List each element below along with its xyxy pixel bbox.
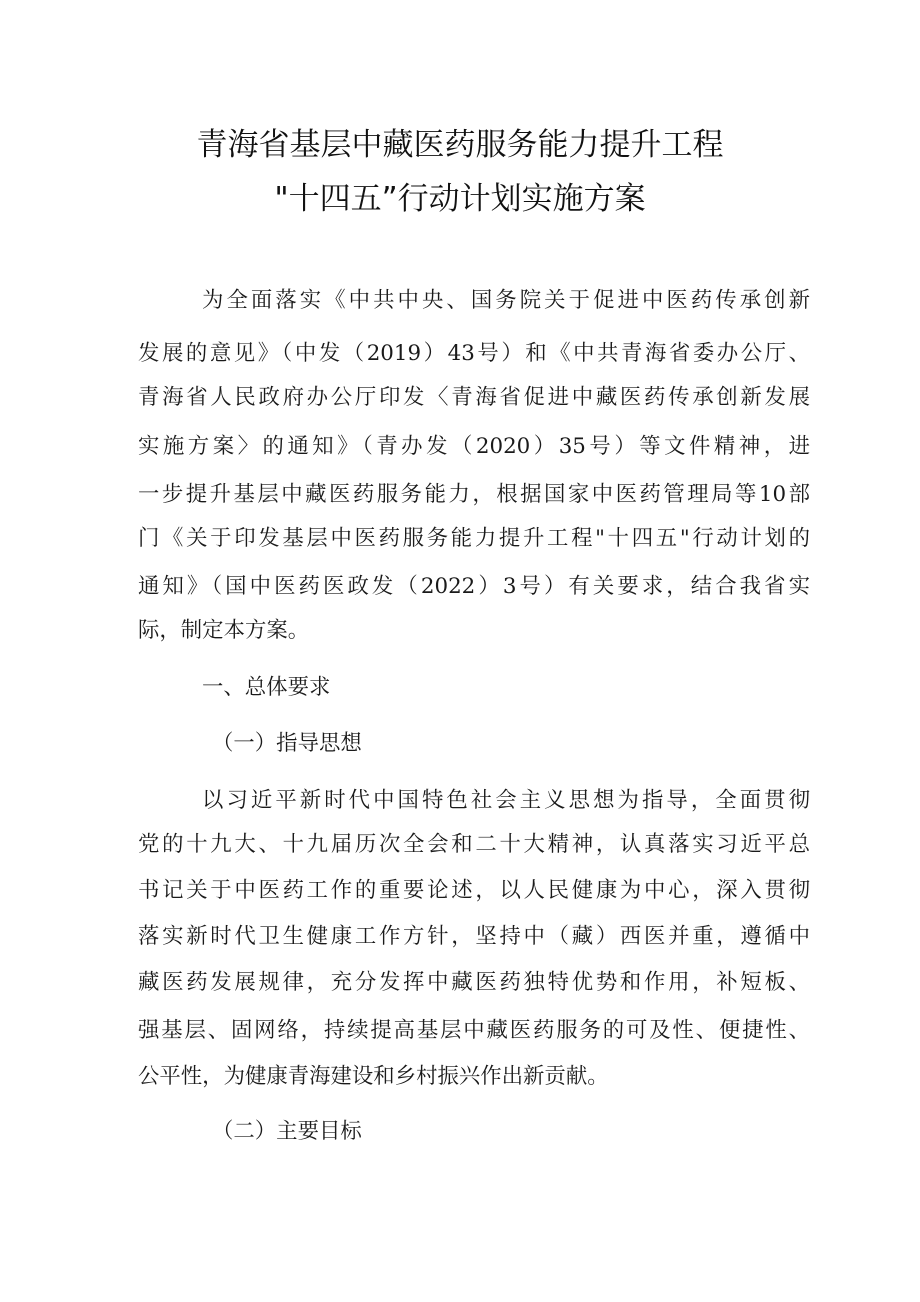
- paragraph-intro-line: 青海省人民政府办公厅印发〈青海省促进中藏医药传承创新发展: [138, 385, 810, 410]
- paragraph-intro-line: 一步提升基层中藏医药服务能力，根据国家中医药管理局等10部: [138, 482, 810, 507]
- paragraph-guiding-line: 党的十九大、十九届历次全会和二十大精神，认真落实习近平总: [138, 832, 810, 857]
- section-heading-overall-requirements: 一、总体要求: [202, 675, 331, 700]
- paragraph-guiding-line: 强基层、固网络，持续提高基层中藏医药服务的可及性、便捷性、: [138, 1018, 810, 1043]
- paragraph-guiding-line: 公平性，为健康青海建设和乡村振兴作出新贡献。: [138, 1064, 609, 1089]
- document-title-line-2: "十四五”行动计划实施方案: [274, 181, 646, 217]
- paragraph-intro-line: 实施方案〉的通知》（青办发（2020）35号）等文件精神，进: [138, 434, 810, 459]
- paragraph-intro-line: 际，制定本方案。: [138, 618, 310, 643]
- paragraph-intro-line: 为全面落实《中共中央、国务院关于促进中医药传承创新: [202, 288, 810, 313]
- paragraph-intro-line: 门《关于印发基层中医药服务能力提升工程"十四五"行动计划的: [138, 526, 810, 551]
- document-title-line-1: 青海省基层中藏医药服务能力提升工程: [196, 127, 724, 163]
- paragraph-intro-line: 通知》（国中医药医政发（2022）3号）有关要求，结合我省实: [138, 574, 810, 599]
- paragraph-intro-line: 发展的意见》（中发（2019）43号）和《中共青海省委办公厅、: [138, 341, 810, 366]
- paragraph-guiding-line: 藏医药发展规律，充分发挥中藏医药独特优势和作用，补短板、: [138, 970, 810, 995]
- subsection-heading-guiding-ideology: （一）指导思想: [212, 731, 362, 756]
- paragraph-guiding-line: 落实新时代卫生健康工作方针，坚持中（藏）西医并重，遵循中: [138, 924, 810, 949]
- paragraph-guiding-line: 以习近平新时代中国特色社会主义思想为指导，全面贯彻: [202, 788, 810, 813]
- subsection-heading-main-goals: （二）主要目标: [212, 1119, 362, 1144]
- paragraph-guiding-line: 书记关于中医药工作的重要论述，以人民健康为中心，深入贯彻: [138, 878, 810, 903]
